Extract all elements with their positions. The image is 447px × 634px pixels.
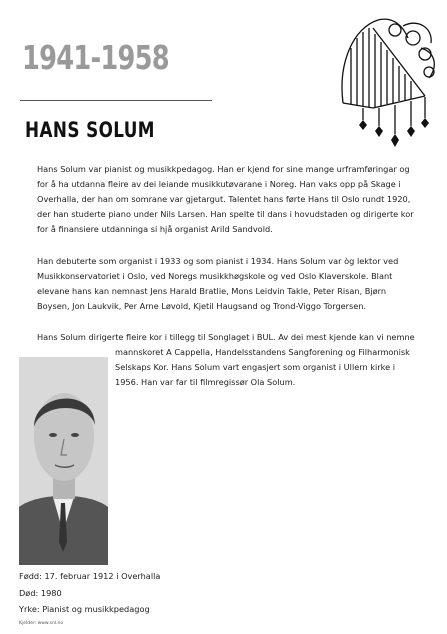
- portrait-photo: [19, 357, 108, 565]
- paragraph-choirs: mannskoret A Cappella, Handelsstandens Sangforening og Filharmonisk Selskaps Kor. Hans Solum vart engasjert som organist i Ullern kirke i 1956. Han var far til filmregissør Ola Solum.: [115, 347, 410, 387]
- divider: [20, 100, 212, 101]
- fact-born: Fødd: 17. februar 1912 i Overhalla: [19, 571, 161, 581]
- paragraph-choirs-intro: Hans Solum dirigerte fleire kor i tillegg til Songlaget i BUL. Av dei mest kjende kan vi nemne: [37, 332, 415, 342]
- source-note: Kjelder: www.snl.no: [19, 621, 64, 626]
- years-heading: 1941-1958: [22, 38, 169, 77]
- paragraph-career: Han debuterte som organist i 1933 og som pianist i 1934. Hans Solum var òg lektor ved Musikkonservatoriet i Oslo, ved Noregs musikkhøgskole og ved Oslo Klaverskole. Blant elevane hans kan nemnast Jens Harald Bratlie, Mons Leidvin Takle, Peter Risan, Bjørn Boysen, Jon Laukvik, Per Arne Løvold, Kjetil Haugsand og Trond-Viggo Torgersen.: [37, 256, 399, 311]
- fact-died: Død: 1980: [19, 588, 62, 598]
- fact-occupation: Yrke: Pianist og musikkpedagog: [19, 604, 150, 614]
- harp-logo: [333, 8, 441, 153]
- paragraph-biography: Hans Solum var pianist og musikkpedagog. Han er kjend for sine mange urframføringar og for å ha utdanna fleire av dei leiande musikkutøvarane i Noreg. Han vaks opp på Skage i Overhalla, der han om somrane var gjetargut. Talentet hans førte Hans til Oslo rundt 1920, der han studerte piano under Nils Larsen. Han spelte til dans i hovudstaden og dirigerte kor for å finansiere utdanninga si hjå organist Arild Sandvold.: [37, 164, 414, 234]
- person-name: HANS SOLUM: [25, 118, 155, 142]
